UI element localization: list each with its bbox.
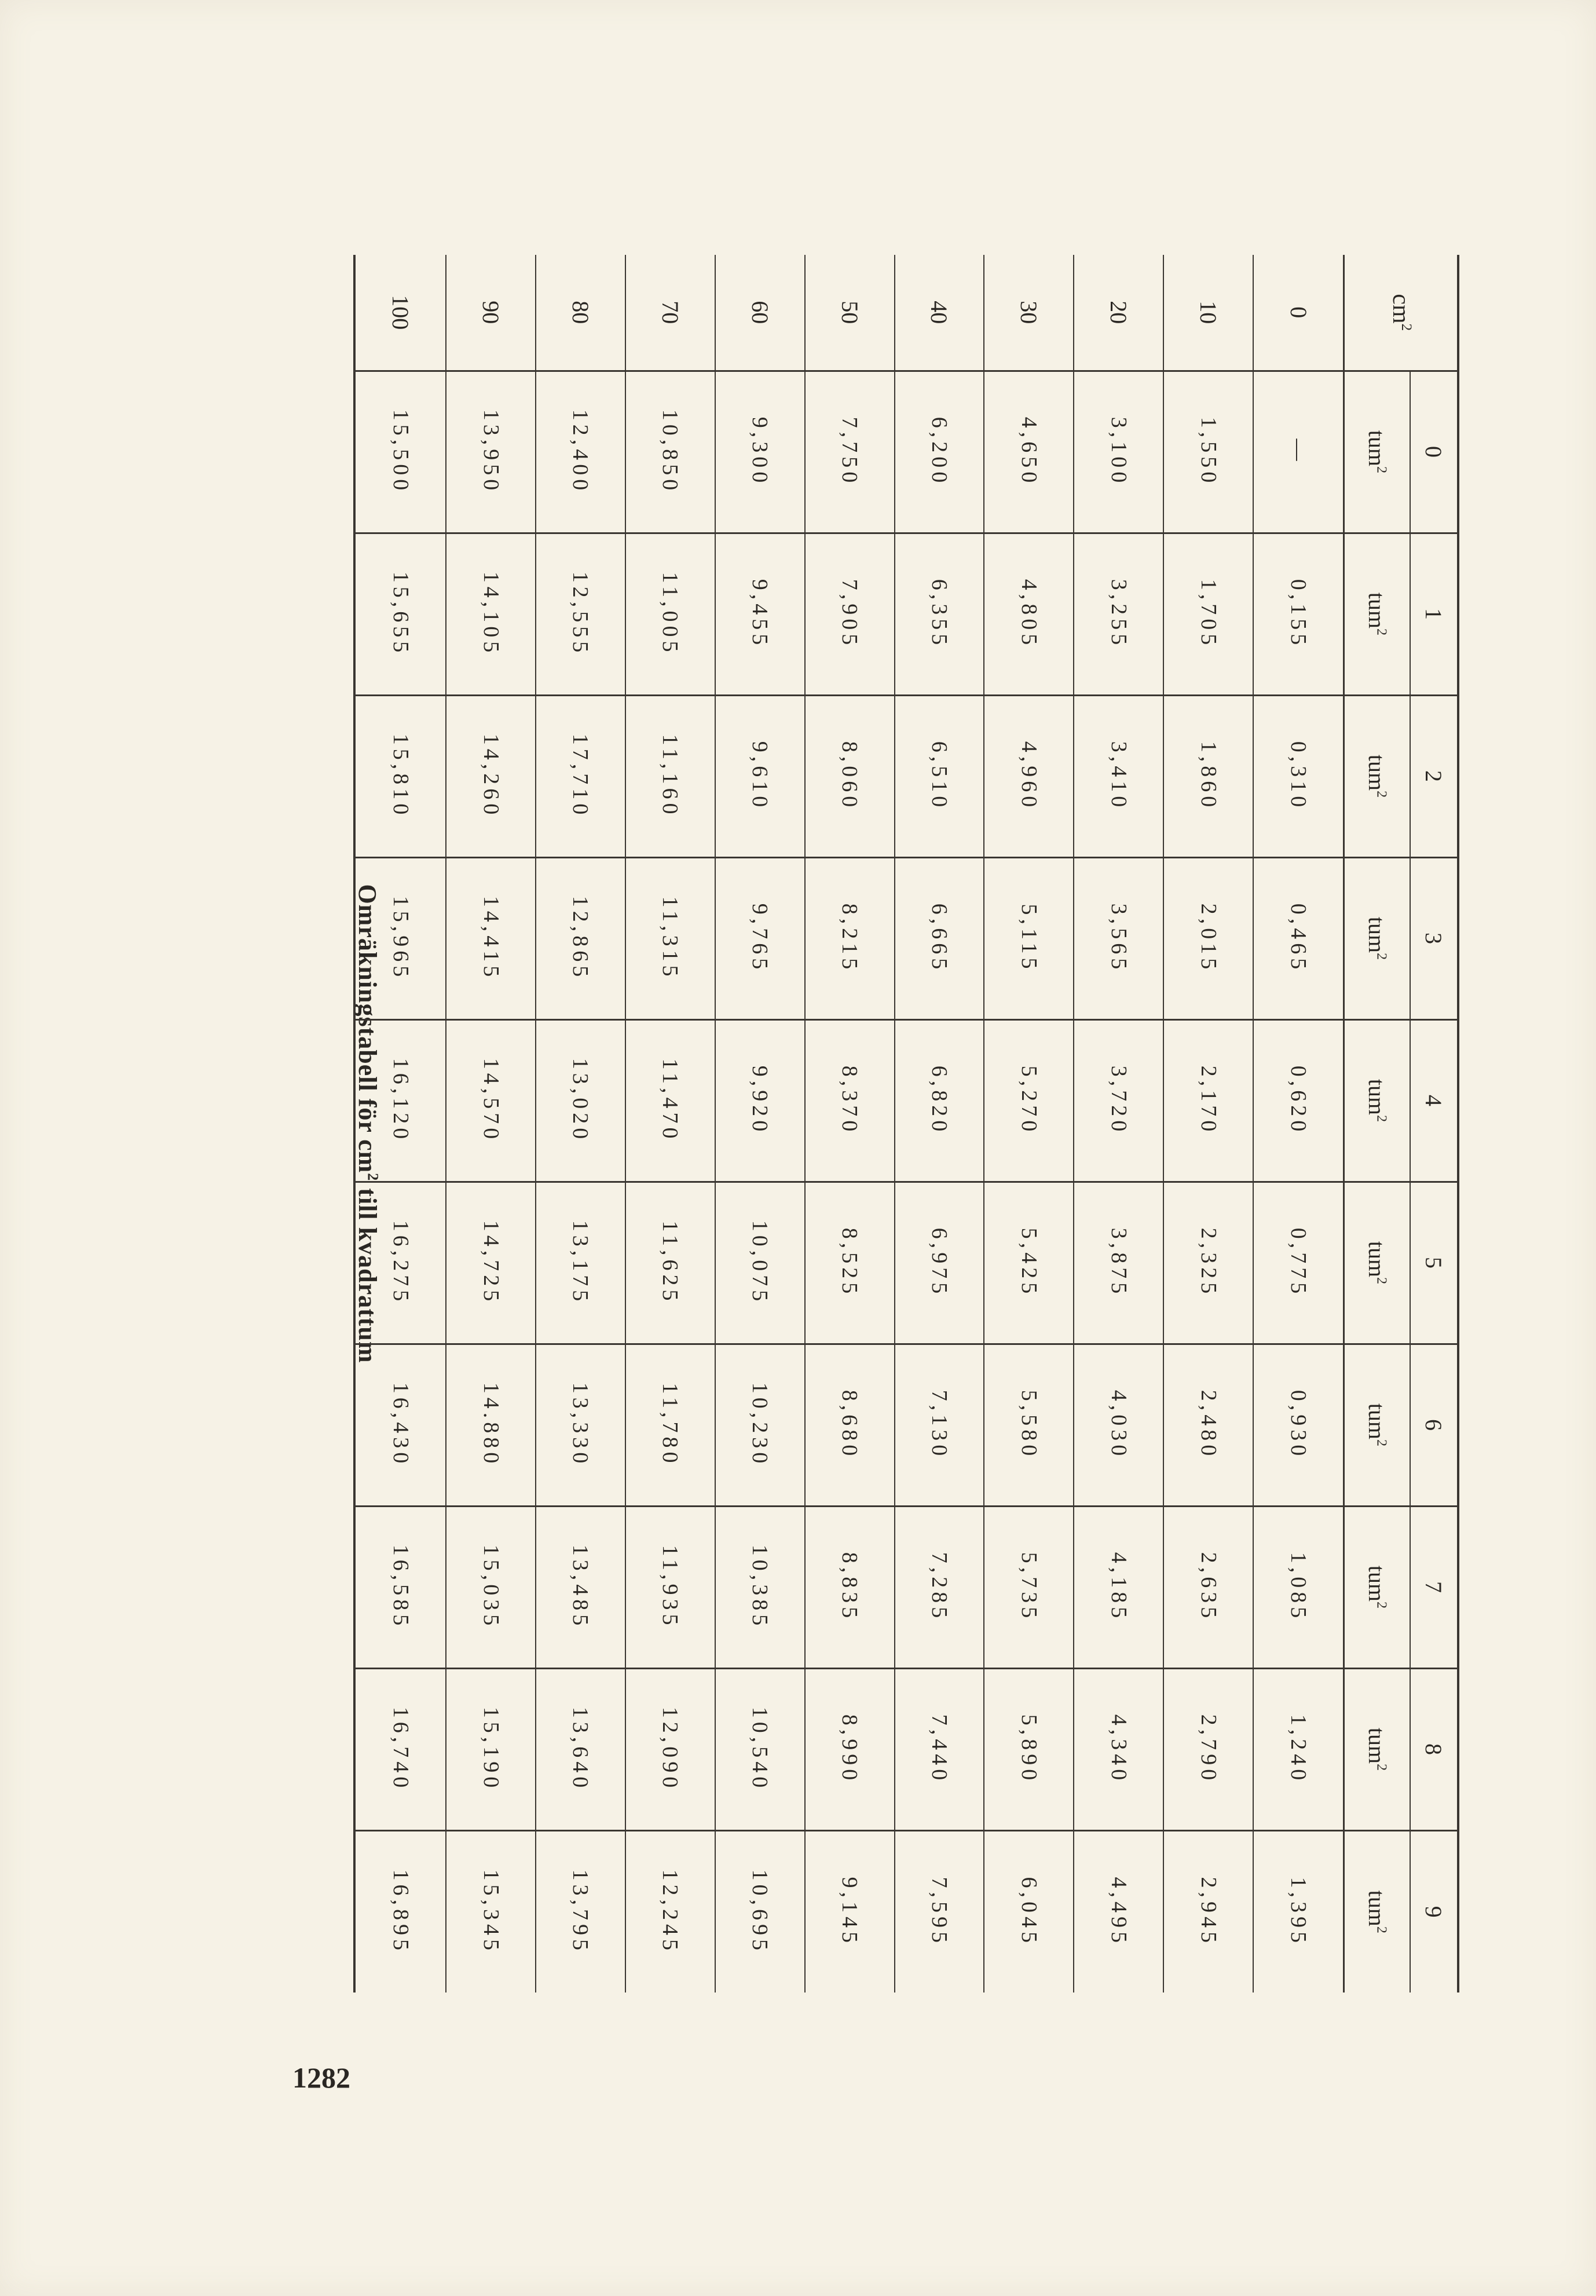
table-cell: 1,085 xyxy=(1253,1506,1344,1668)
table-row xyxy=(715,255,805,1992)
unit-superscript: 2 xyxy=(1374,953,1389,960)
table-cell: 15,810 xyxy=(354,695,446,857)
table-cell: 8,060 xyxy=(805,695,895,857)
column-header: 2 xyxy=(1410,695,1458,857)
unit-label: tum xyxy=(1364,1890,1390,1926)
unit-header xyxy=(1344,695,1411,857)
table-cell: 13,640 xyxy=(536,1668,625,1830)
table-cell: 14.880 xyxy=(446,1344,536,1506)
table-cell: 4,495 xyxy=(1074,1830,1163,1992)
table-cell: 1,705 xyxy=(1163,533,1253,695)
table-cell: 10,695 xyxy=(715,1830,805,1992)
table-cell: 10,230 xyxy=(715,1344,805,1506)
page-title: Omräkningstabell för $cm^2$ till kvadrattum xyxy=(353,884,382,1363)
table-cell: 13,330 xyxy=(536,1344,625,1506)
table-cell: 12,400 xyxy=(536,371,625,533)
table-cell: 2,325 xyxy=(1163,1182,1253,1344)
table-cell: 14,570 xyxy=(446,1019,536,1182)
table-cell: 6,665 xyxy=(895,857,984,1019)
table-cell: 2,635 xyxy=(1163,1506,1253,1668)
table-cell: 11,315 xyxy=(625,857,715,1019)
unit-superscript: 2 xyxy=(1374,791,1389,798)
table-cell: 15,655 xyxy=(354,533,446,695)
table-row xyxy=(1074,255,1163,1992)
row-label: 70 xyxy=(625,255,715,371)
table-cell: 5,735 xyxy=(984,1506,1074,1668)
table-cell: 8,215 xyxy=(805,857,895,1019)
table-cell: 14,105 xyxy=(446,533,536,695)
table-cell: 3,100 xyxy=(1074,371,1163,533)
table-cell: 15,965 xyxy=(354,857,446,1019)
unit-label: tum xyxy=(1364,916,1390,953)
table-cell: 13,175 xyxy=(536,1182,625,1344)
table-cell: 6,975 xyxy=(895,1182,984,1344)
table-cell: 12,555 xyxy=(536,533,625,695)
table-cell: 9,145 xyxy=(805,1830,895,1992)
unit-superscript: 2 xyxy=(1374,1602,1389,1609)
table-cell: 3,410 xyxy=(1074,695,1163,857)
table-row xyxy=(1253,255,1344,1992)
table-cell: 14,260 xyxy=(446,695,536,857)
unit-superscript: 2 xyxy=(1374,1764,1389,1771)
row-label: 10 xyxy=(1163,255,1253,371)
column-header: 1 xyxy=(1410,533,1458,695)
table-cell: 8,990 xyxy=(805,1668,895,1830)
table-cell: 9,455 xyxy=(715,533,805,695)
table-cell: 9,300 xyxy=(715,371,805,533)
unit-header xyxy=(1344,857,1411,1019)
table-cell: 10,075 xyxy=(715,1182,805,1344)
table-cell: 5,580 xyxy=(984,1344,1074,1506)
column-header: 0 xyxy=(1410,371,1458,533)
table-cell: 17,710 xyxy=(536,695,625,857)
table-cell: 16,275 xyxy=(354,1182,446,1344)
table-cell: 3,255 xyxy=(1074,533,1163,695)
table-cell: — xyxy=(1253,371,1344,533)
unit-header xyxy=(1344,1344,1411,1506)
table-cell: 4,030 xyxy=(1074,1344,1163,1506)
table-cell: 0,310 xyxy=(1253,695,1344,857)
row-label: 0 xyxy=(1285,306,1312,319)
table-cell: 5,890 xyxy=(984,1668,1074,1830)
table-cell: 8,680 xyxy=(805,1344,895,1506)
unit-label: tum xyxy=(1364,430,1390,467)
table-cell: 4,805 xyxy=(984,533,1074,695)
table-cell: 1,395 xyxy=(1253,1830,1344,1992)
table-cell: 12,245 xyxy=(625,1830,715,1992)
unit-header xyxy=(1344,1506,1411,1668)
table-cell: 8,525 xyxy=(805,1182,895,1344)
rotated-table-frame xyxy=(347,255,1459,1992)
table-cell: 13,485 xyxy=(536,1506,625,1668)
table-cell: 8,835 xyxy=(805,1506,895,1668)
table-row xyxy=(984,255,1074,1992)
table-cell: 2,945 xyxy=(1163,1830,1253,1992)
table-cell: 9,610 xyxy=(715,695,805,857)
unit-superscript: 2 xyxy=(1374,1926,1389,1933)
table-cell: 2,015 xyxy=(1163,857,1253,1019)
unit-header xyxy=(1344,1019,1411,1182)
table-cell: 6,820 xyxy=(895,1019,984,1182)
row-label: 80 xyxy=(536,255,625,371)
table-row xyxy=(895,255,984,1992)
table-cell: 6,045 xyxy=(984,1830,1074,1992)
unit-superscript: 2 xyxy=(1374,628,1389,636)
row-label: 30 xyxy=(984,255,1074,371)
table-cell: 7,750 xyxy=(805,371,895,533)
column-header: 9 xyxy=(1410,1830,1458,1992)
table-cell: 5,270 xyxy=(984,1019,1074,1182)
column-header: 8 xyxy=(1410,1668,1458,1830)
table-cell: 11,935 xyxy=(625,1506,715,1668)
table-cell: 1,860 xyxy=(1163,695,1253,857)
table-cell: 5,425 xyxy=(984,1182,1074,1344)
conversion-table xyxy=(353,255,1459,1992)
table-cell: 13,020 xyxy=(536,1019,625,1182)
table-cell: 7,905 xyxy=(805,533,895,695)
row-label: 60 xyxy=(715,255,805,371)
unit-header xyxy=(1344,371,1411,533)
table-cell: 11,005 xyxy=(625,533,715,695)
table-cell: 4,960 xyxy=(984,695,1074,857)
table-row xyxy=(625,255,715,1992)
table-row xyxy=(446,255,536,1992)
table-cell: 0,775 xyxy=(1253,1182,1344,1344)
row-label: 50 xyxy=(805,255,895,371)
row-label: 90 xyxy=(446,255,536,371)
table-cell: 10,540 xyxy=(715,1668,805,1830)
table-cell: 11,625 xyxy=(625,1182,715,1344)
unit-superscript: 2 xyxy=(1374,1115,1389,1123)
column-header: 6 xyxy=(1410,1344,1458,1506)
column-header: 4 xyxy=(1410,1019,1458,1182)
table-cell: 6,510 xyxy=(895,695,984,857)
table-cell: 11,780 xyxy=(625,1344,715,1506)
table-cell: 10,385 xyxy=(715,1506,805,1668)
column-header: 5 xyxy=(1410,1182,1458,1344)
unit-label: tum xyxy=(1364,1565,1390,1602)
table-cell: 6,200 xyxy=(895,371,984,533)
table-cell: 13,950 xyxy=(446,371,536,533)
table-cell: 16,430 xyxy=(354,1344,446,1506)
table-cell: 11,160 xyxy=(625,695,715,857)
table-cell: 4,185 xyxy=(1074,1506,1163,1668)
column-header-row xyxy=(1410,255,1458,1992)
unit-label: tum xyxy=(1364,592,1390,629)
table-cell: 7,595 xyxy=(895,1830,984,1992)
unit-header xyxy=(1344,1668,1411,1830)
table-cell: 2,790 xyxy=(1163,1668,1253,1830)
table-cell: 2,170 xyxy=(1163,1019,1253,1182)
table-cell: 6,355 xyxy=(895,533,984,695)
table-cell: 15,345 xyxy=(446,1830,536,1992)
table-cell: 8,370 xyxy=(805,1019,895,1182)
table-cell: 16,585 xyxy=(354,1506,446,1668)
unit-label: tum xyxy=(1364,1078,1390,1116)
table-cell: 14,725 xyxy=(446,1182,536,1344)
unit-header xyxy=(1344,1182,1411,1344)
table-cell: 12,865 xyxy=(536,857,625,1019)
table-cell: 10,850 xyxy=(625,371,715,533)
column-header: 3 xyxy=(1410,857,1458,1019)
table-row xyxy=(805,255,895,1992)
column-header: 7 xyxy=(1410,1506,1458,1668)
unit-label: tum xyxy=(1364,754,1390,791)
table-cell: 15,500 xyxy=(354,371,446,533)
unit-superscript: 2 xyxy=(1374,1277,1389,1285)
row-label: 100 xyxy=(354,255,446,371)
table-cell: 9,920 xyxy=(715,1019,805,1182)
table-cell: 12,090 xyxy=(625,1668,715,1830)
page-number: 1282 xyxy=(292,2061,350,2094)
table-cell: 0,155 xyxy=(1253,533,1344,695)
table-body xyxy=(354,255,1344,1992)
unit-label: tum xyxy=(1364,1241,1390,1278)
unit-superscript: 2 xyxy=(1374,1439,1389,1447)
table-cell: 15,035 xyxy=(446,1506,536,1668)
unit-header xyxy=(1344,533,1411,695)
row-label: 40 xyxy=(895,255,984,371)
table-cell: 0,620 xyxy=(1253,1019,1344,1182)
unit-header-row xyxy=(1344,255,1411,1992)
row-label: 20 xyxy=(1074,255,1163,371)
corner-header: $cm^2$ xyxy=(1344,255,1459,371)
table-cell: 16,895 xyxy=(354,1830,446,1992)
table-cell: 15,190 xyxy=(446,1668,536,1830)
table-row xyxy=(1163,255,1253,1992)
table-cell: 16,120 xyxy=(354,1019,446,1182)
table-cell: 7,285 xyxy=(895,1506,984,1668)
table-cell: 1,550 xyxy=(1163,371,1253,533)
table-cell: 7,440 xyxy=(895,1668,984,1830)
unit-header xyxy=(1344,1830,1411,1992)
table-row xyxy=(354,255,446,1992)
unit-superscript: 2 xyxy=(1374,466,1389,474)
unit-label: tum xyxy=(1364,1727,1390,1764)
table-cell: 5,115 xyxy=(984,857,1074,1019)
table-cell: 0,465 xyxy=(1253,857,1344,1019)
table-cell: 4,650 xyxy=(984,371,1074,533)
table-cell: 13,795 xyxy=(536,1830,625,1992)
table-cell: 7,130 xyxy=(895,1344,984,1506)
table-cell: 14,415 xyxy=(446,857,536,1019)
table-cell: 3,875 xyxy=(1074,1182,1163,1344)
table-cell: 9,765 xyxy=(715,857,805,1019)
table-cell: 11,470 xyxy=(625,1019,715,1182)
table-cell: 16,740 xyxy=(354,1668,446,1830)
unit-label: tum xyxy=(1364,1403,1390,1440)
table-cell: 4,340 xyxy=(1074,1668,1163,1830)
table-cell: 2,480 xyxy=(1163,1344,1253,1506)
table-cell: 0,930 xyxy=(1253,1344,1344,1506)
table-cell: 3,720 xyxy=(1074,1019,1163,1182)
table-cell: 1,240 xyxy=(1253,1668,1344,1830)
table-row xyxy=(536,255,625,1992)
table-cell: 3,565 xyxy=(1074,857,1163,1019)
